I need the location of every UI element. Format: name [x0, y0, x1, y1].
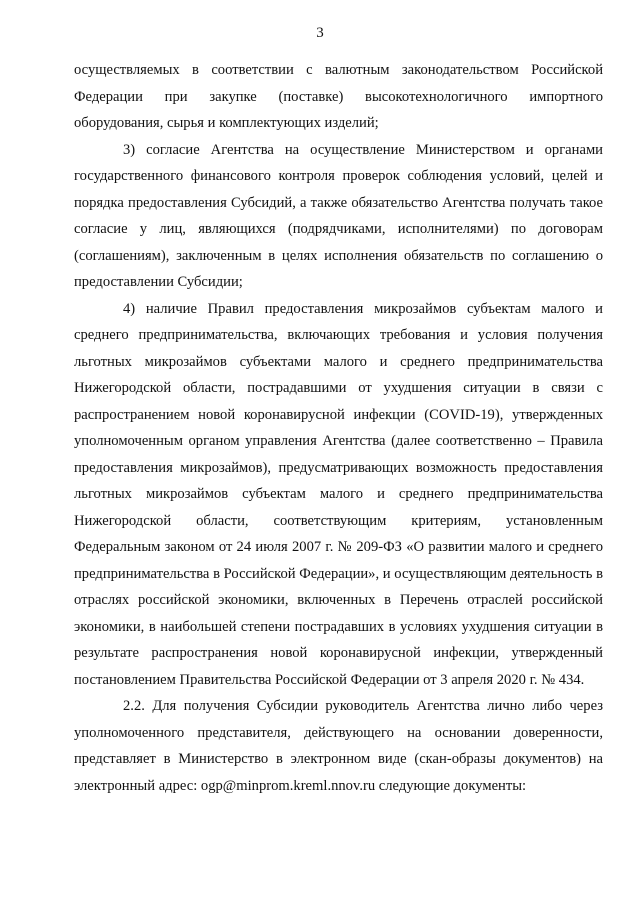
document-body	[74, 57, 603, 799]
paragraph-item-3: 3) согласие Агентства на осуществление Министерством и органами государственного финансового контроля проверок соблюдения условий, целей и порядка предоставления Субсидий, а также обязательство Агентства получать такое согласие у лиц, являющихся (подрядчиками, исполнителями) по договорам (соглашениям), заключенным в целях исполнения обязательств по соглашению о предоставлении Субсидии;	[74, 141, 603, 290]
paragraph-item-4: 4) наличие Правил предоставления микрозаймов субъектам малого и среднего предпринимательства, включающих требования и условия получения льготных микрозаймов субъектами малого и среднего предпринимательства Нижегородской области, пострадавшими от ухудшения ситуации в связи с распространением новой коронавирусной инфекции (COVID-19), утвержденных уполномоченным органом управления Агентства (далее соответственно – Правила предоставления микрозаймов), предусматривающих возможность предоставления льготных микрозаймов субъектам малого и среднего предпринимательства Нижегородской области, соответствующим критериям, установленным Федеральным законом от 24 июля 2007 г. № 209-ФЗ «О развитии малого и среднего предпринимательства в Российской Федерации», и осуществляющим деятельность в отраслях российской экономики, включенных в Перечень отраслей российской экономики, в наибольшей степени пострадавших в условиях ухудшения ситуации в результате распространения новой коронавирусной инфекции, утвержденный постановлением Правительства Российской Федерации от 3 апреля 2020 г. № 434.	[74, 300, 603, 688]
paragraph-section-2-2: 2.2. Для получения Субсидии руководитель Агентства лично либо через уполномоченного представителя, действующего на основании доверенности, представляет в Министерство в электронном виде (скан-образы документов) на электронный адрес: ogp@minprom.kreml.nnov.ru следующие документы:	[74, 698, 603, 794]
paragraph-continuation: осуществляемых в соответствии с валютным законодательством Российской Федерации при закупке (поставке) высокотехнологичного импортного оборудования, сырья и комплектующих изделий;	[74, 62, 603, 131]
page-number: 3	[316, 25, 324, 41]
